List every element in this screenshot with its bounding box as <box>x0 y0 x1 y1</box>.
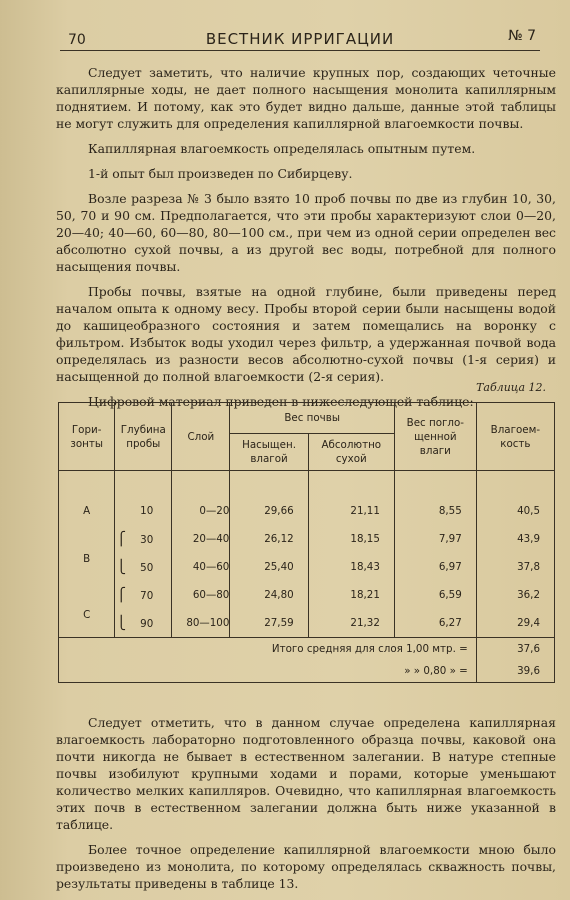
issue-number: № 7 <box>508 28 536 44</box>
header-soil-weight: Вес почвы <box>230 403 395 434</box>
cell-capacity: 29,4 <box>476 609 554 638</box>
data-table <box>58 402 555 683</box>
cell-layer: 20—40 <box>172 525 230 553</box>
cell-absorbed: 8,55 <box>394 471 476 526</box>
table-row <box>59 471 555 526</box>
page-header <box>60 28 540 51</box>
cell-layer: 40—60 <box>172 553 230 581</box>
header-layer: Слой <box>172 403 230 471</box>
brace-icon: ⎧ <box>116 587 127 603</box>
header-capacity: Влагоем- кость <box>476 403 554 471</box>
table-row <box>59 609 555 638</box>
page-number: 70 <box>68 32 86 48</box>
table-row <box>59 525 555 553</box>
cell-absorbed: 6,97 <box>394 553 476 581</box>
cell-depth: ⎩ 50 <box>115 553 172 581</box>
summary-row <box>59 638 555 661</box>
paragraph: 1-й опыт был произведен по Сибирцеву. <box>88 166 353 181</box>
cell-horizon: A <box>59 471 115 526</box>
summary-row <box>59 660 555 683</box>
summary-label: » » 0,80 » = <box>59 660 477 683</box>
cell-saturated: 27,59 <box>230 609 308 638</box>
paragraph: Возле разреза № 3 было взято 10 проб почвы по две из глубин 10, 30, 50, 70 и 90 см. Предполагается, что эти пробы характеризуют слои 0—20, 20—40; 40—60, 60—80, 80—100 см., при чем из одной серии определен вес абсолютно сухой почвы, а из другой вес воды, потребной для полного насыщения почвы. <box>56 191 556 274</box>
paragraph: Цифровой материал приведен в нижеследующей таблице: <box>88 394 474 409</box>
cell-horizon: B <box>59 553 115 581</box>
table-caption: Таблица 12. <box>476 381 546 394</box>
paragraph: Пробы почвы, взятые на одной глубине, были приведены перед началом опыта к одному весу. Пробы второй серии были насыщены водой до кашицеобразного состояния и затем помещались на воронку с фильтром. Избыток воды уходил через фильтр, а удержанная почвой вода определялась из разности весов абсолютно-сухой почвы (1-я серия) и насыщенной до полной влагоемкости (2-я серия). <box>56 284 556 384</box>
cell-depth: 10 <box>115 471 172 526</box>
summary-label: Итого средняя для слоя 1,00 мтр. = <box>59 638 477 661</box>
header-depth: Глубина пробы <box>115 403 172 471</box>
cell-capacity: 37,8 <box>476 553 554 581</box>
table-row <box>59 581 555 609</box>
brace-icon: ⎩ <box>116 615 127 631</box>
table-row <box>59 553 555 581</box>
header-absorbed: Вес погло- щенной влаги <box>394 403 476 471</box>
cell-dry: 18,21 <box>308 581 394 609</box>
cell-horizon: C <box>59 609 115 638</box>
header-saturated: Насыщен. влагой <box>230 434 308 471</box>
cell-saturated: 26,12 <box>230 525 308 553</box>
summary-value: 39,6 <box>476 660 554 683</box>
cell-depth: ⎩ 90 <box>115 609 172 638</box>
cell-horizon <box>59 525 115 553</box>
header-horizon: Гори- зонты <box>59 403 115 471</box>
outro-text <box>56 714 556 900</box>
cell-capacity: 40,5 <box>476 471 554 526</box>
header-dry: Абсолютно сухой <box>308 434 394 471</box>
cell-layer: 0—20 <box>172 471 230 526</box>
journal-title: ВЕСТНИК ИРРИГАЦИИ <box>205 30 395 48</box>
cell-dry: 21,32 <box>308 609 394 638</box>
paragraph: Капиллярная влагоемкость определялась опытным путем. <box>88 141 476 156</box>
cell-layer: 80—100 <box>172 609 230 638</box>
brace-icon: ⎩ <box>116 559 127 575</box>
cell-capacity: 43,9 <box>476 525 554 553</box>
cell-saturated: 25,40 <box>230 553 308 581</box>
cell-dry: 18,15 <box>308 525 394 553</box>
cell-absorbed: 7,97 <box>394 525 476 553</box>
cell-saturated: 29,66 <box>230 471 308 526</box>
cell-dry: 21,11 <box>308 471 394 526</box>
paragraph: Более точное определение капиллярной влагоемкости мною было произведено из монолита, по которому определялась скважность почвы, результаты приведены в таблице 13. <box>56 842 556 891</box>
cell-depth: ⎧ 70 <box>115 581 172 609</box>
cell-saturated: 24,80 <box>230 581 308 609</box>
brace-icon: ⎧ <box>116 531 127 547</box>
cell-absorbed: 6,59 <box>394 581 476 609</box>
intro-text <box>56 64 556 418</box>
cell-capacity: 36,2 <box>476 581 554 609</box>
paragraph: Следует заметить, что наличие крупных пор, создающих четочные капиллярные ходы, не дает полного насыщения монолита капиллярным поднятием. И потому, как это будет видно дальше, данные этой таблицы не могут служить для определения капиллярной влагоемкости почвы. <box>56 65 556 131</box>
cell-depth: ⎧ 30 <box>115 525 172 553</box>
cell-dry: 18,43 <box>308 553 394 581</box>
summary-value: 37,6 <box>476 638 554 661</box>
cell-layer: 60—80 <box>172 581 230 609</box>
cell-horizon <box>59 581 115 609</box>
paragraph: Следует отметить, что в данном случае определена капиллярная влагоемкость лабораторно подготовленного образца почвы, каковой она почти никогда не бывает в естественном залегании. В натуре степные почвы изобилуют крупными ходами и порами, которые уменьшают количество мелких капилляров. Очевидно, что капиллярная влагоемкость этих почв в естественном залегании должна быть ниже указанной в таблице. <box>56 715 556 832</box>
cell-absorbed: 6,27 <box>394 609 476 638</box>
